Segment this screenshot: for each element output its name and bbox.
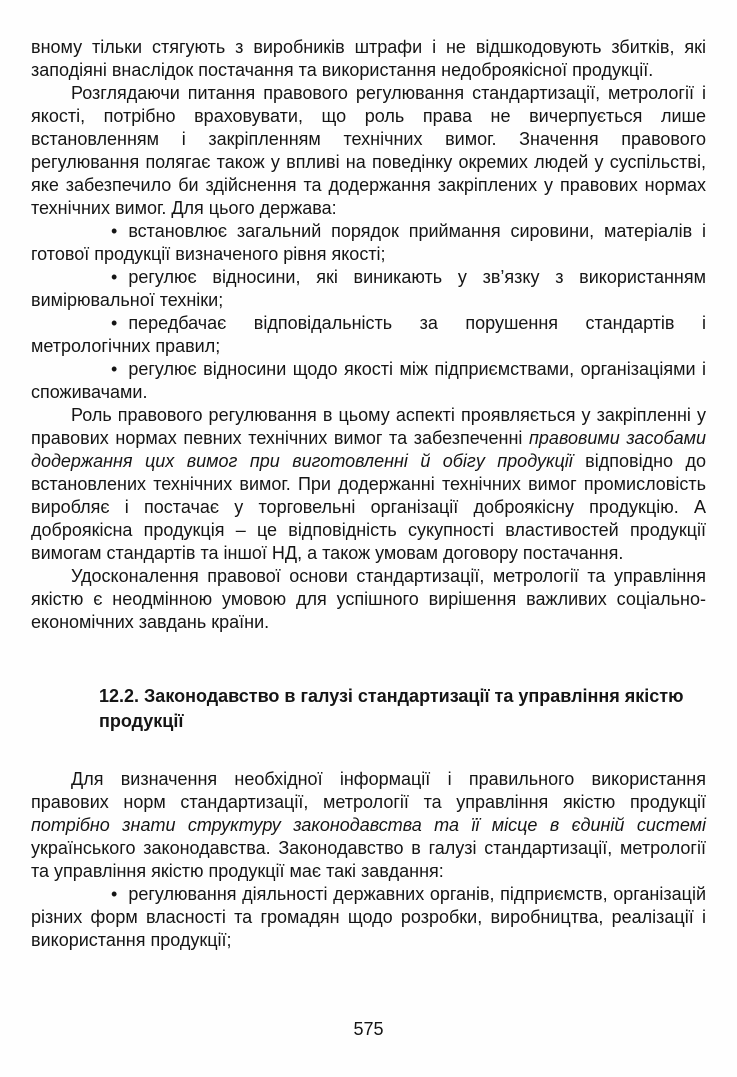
paragraph bbox=[31, 36, 706, 82]
text-run: регулює відносини щодо якості між підприємствами, організаціями і споживачами. bbox=[31, 359, 706, 402]
bullet-icon: • bbox=[111, 313, 118, 333]
text-run: Удосконалення правової основи стандартизації, метрології та управління якістю є неодмінною умовою для успішного вирішення важливих соціально-економічних завдань країни. bbox=[31, 566, 706, 632]
bullet-icon: • bbox=[111, 221, 118, 241]
text-run: 12.2. Законодавство в галузі стандартизації та управління якістю продукції bbox=[99, 686, 684, 731]
text-run: Розглядаючи питання правового регулювання стандартизації, метрології і якості, потрібно враховувати, що роль права не вичерпується лише встановленням і закріпленням технічних вимог. Значення правового регулювання полягає також у впливі на поведінку окремих людей у суспільстві, яке забезпечило би здійснення та додержання закріплених у правових нормах технічних вимог. Для цього держава: bbox=[31, 83, 706, 218]
text-run: відповідно до встановлених технічних вимог. При додержанні технічних вимог промисловість виробляє і постачає у торговельні організації доброякісну продукцію. А доброякісна продукція – це відповідність сукупності властивостей продукції вимогам стандартів та іншої НД, а також умовам договору постачання. bbox=[31, 451, 706, 563]
text-run: встановлює загальний порядок приймання сировини, матеріалів і готової продукції визначеного рівня якості; bbox=[31, 221, 706, 264]
section-heading bbox=[99, 684, 706, 734]
page-number: 575 bbox=[353, 1019, 384, 1039]
text-run: регулює відносини, які виникають у зв’язку з використанням вимірювальної техніки; bbox=[31, 267, 706, 310]
text-run: Роль правового регулювання в цьому аспекті проявляється у закріпленні у правових нормах певних технічних вимог та забезпеченні bbox=[31, 405, 706, 448]
text-run: передбачає відповідальність за порушення стандартів і метрологічних правил; bbox=[31, 313, 706, 356]
text-run: регулювання діяльності державних органів, підприємств, організацій різних форм власності та громадян щодо розробки, виробництва, реалізації і використання продукції; bbox=[31, 884, 706, 950]
bullet-item bbox=[31, 312, 706, 358]
text-run: українського законодавства. Законодавство в галузі стандартизації, метрології та управління якістю продукції має такі завдання: bbox=[31, 838, 706, 881]
bullet-item bbox=[31, 883, 706, 952]
paragraph bbox=[31, 565, 706, 634]
text-run: правовими засобами додержання цих вимог при виготовленні й обігу продукції bbox=[31, 428, 707, 471]
text-run: вному тільки стягують з виробників штрафи і не відшкодовують збитків, які заподіяні внаслідок постачання та використання недоброякісної продукції. bbox=[31, 37, 706, 80]
paragraph bbox=[31, 404, 706, 565]
bullet-item bbox=[31, 358, 706, 404]
text-run: Для визначення необхідної інформації і правильного використання правових норм стандартизації, метрології та управління якістю продукції bbox=[31, 769, 706, 812]
text-run: потрібно знати структуру законодавства та її місце в єдиній системі bbox=[31, 815, 706, 835]
bullet-item bbox=[31, 266, 706, 312]
page-content bbox=[31, 36, 706, 952]
bullet-icon: • bbox=[111, 359, 118, 379]
paragraph bbox=[31, 768, 706, 883]
bullet-icon: • bbox=[111, 884, 118, 904]
bullet-icon: • bbox=[111, 267, 118, 287]
paragraph bbox=[31, 82, 706, 220]
bullet-item bbox=[31, 220, 706, 266]
